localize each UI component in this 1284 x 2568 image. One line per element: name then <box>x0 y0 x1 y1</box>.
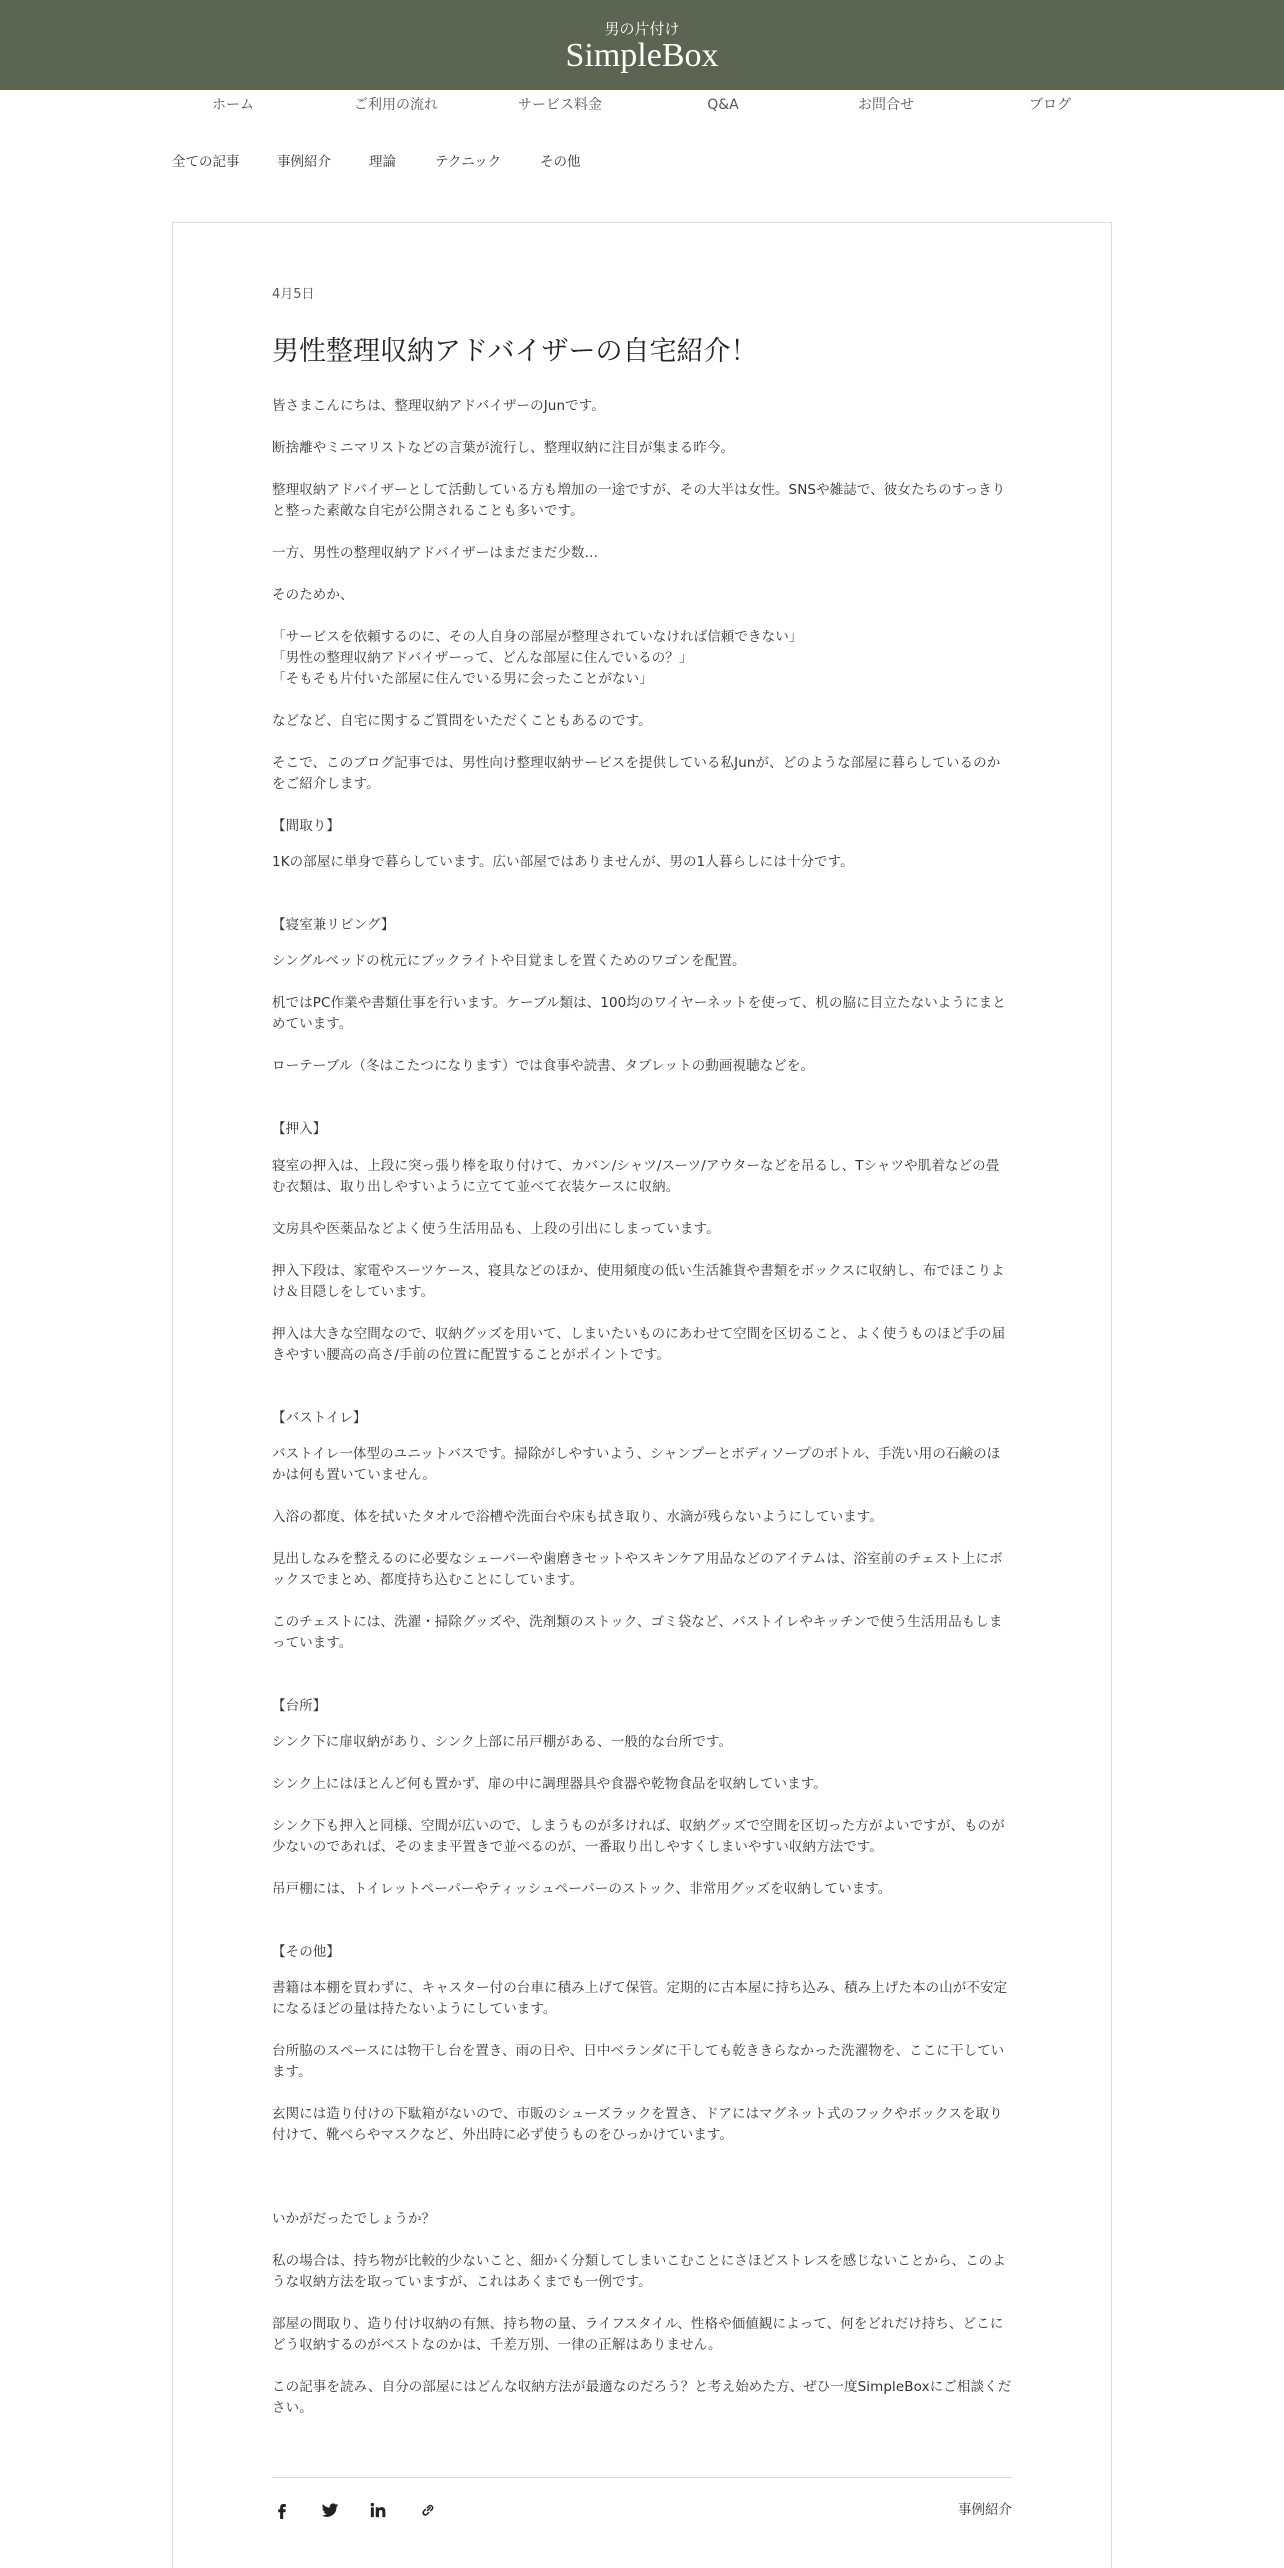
category-technique[interactable]: テクニック <box>435 154 502 170</box>
post-paragraph: 玄関には造り付けの下駄箱がないので、市販のシューズラックを置き、ドアにはマグネット式のフックやボックスを取り付けて、靴べらやマスクなど、外出時に必ず使うものをひっかけています。 <box>272 2106 1003 2143</box>
post-paragraph: 一方、男性の整理収納アドバイザーはまだまだ少数… <box>272 545 599 561</box>
post-paragraph: 押入は大きな空間なので、収納グッズを用いて、しまいたいものにあわせて空間を区切ること、よく使うものほど手の届きやすい腰高の高さ/手前の位置に配置することがポイントです。 <box>272 1326 1006 1363</box>
post-title: 男性整理収納アドバイザーの自宅紹介！ <box>272 336 758 367</box>
post-paragraph: 書籍は本棚を買わずに、キャスター付の台車に積み上げて保管。定期的に古本屋に持ち込み、積み上げた本の山が不安定になるほどの量は持たないようにしています。 <box>272 1980 1008 2017</box>
post-paragraph: 皆さまこんにちは、整理収納アドバイザーのJunです。 <box>272 398 605 414</box>
nav-flow[interactable]: ご利用の流れ <box>354 97 438 113</box>
link-icon[interactable] <box>418 2500 438 2520</box>
category-theory[interactable]: 理論 <box>369 154 396 170</box>
post-paragraph: 断捨離やミニマリストなどの言葉が流行し、整理収納に注目が集まる昨今。 <box>272 440 735 456</box>
post-paragraph: このチェストには、洗濯・掃除グッズや、洗剤類のストック、ゴミ袋など、バストイレやキッチンで使う生活用品もしまっています。 <box>272 1614 1003 1651</box>
facebook-icon[interactable] <box>272 2500 292 2520</box>
post-paragraph: シングルベッドの枕元にブックライトや目覚ましを置くためのワゴンを配置。 <box>272 953 746 969</box>
post-paragraph: シンク下に扉収納があり、シンク上部に吊戸棚がある、一般的な台所です。 <box>272 1734 733 1750</box>
section-heading: 【寝室兼リビング】 <box>272 917 395 933</box>
post-paragraph: ローテーブル（冬はこたつになります）では食事や読書、タブレットの動画視聴などを。 <box>272 1058 815 1074</box>
post-paragraph: 私の場合は、持ち物が比較的少ないこと、細かく分類してしまいこむことにさほどストレスを感じないことから、このような収納方法を取っていますが、これはあくまでも一例です。 <box>272 2253 1006 2290</box>
site-tagline: 男の片付け <box>604 20 680 38</box>
nav-home[interactable]: ホーム <box>212 97 254 113</box>
nav-pricing[interactable]: サービス料金 <box>518 97 602 113</box>
post-paragraph: そのためか、 <box>272 587 354 603</box>
site-header <box>0 0 1284 90</box>
linkedin-icon[interactable] <box>368 2500 388 2520</box>
post-paragraph: この記事を読み、自分の部屋にはどんな収納方法が最適なのだろう？と考え始めた方、ぜひ一度SimpleBoxにご相談ください。 <box>272 2379 1012 2416</box>
post-paragraph: などなど、自宅に関するご質問をいただくこともあるのです。 <box>272 713 652 729</box>
section-heading: 【その他】 <box>272 1944 340 1960</box>
post-category-link[interactable]: 事例紹介 <box>958 2502 1012 2518</box>
post-footer-divider <box>272 2477 1012 2478</box>
section-heading: 【バストイレ】 <box>272 1410 367 1426</box>
section-heading: 【間取り】 <box>272 818 340 834</box>
nav-qa[interactable]: Q&A <box>707 97 739 113</box>
post-paragraph: いかがだったでしょうか？ <box>272 2211 436 2227</box>
post-paragraph: バストイレ一体型のユニットバスです。掃除がしやすいよう、シャンプーとボディソープのボトル、手洗い用の石鹸のほかは何も置いていません。 <box>272 1446 1001 1483</box>
post-paragraph: 「サービスを依頼するのに、その人自身の部屋が整理されていなければ信頼できない」 「男性の整理収納アドバイザーって、どんな部屋に住んでいるの？」 「そもそも片付いた部屋に住んでいる男に会ったことがない」 <box>272 629 803 687</box>
post-paragraph: 机ではPC作業や書類仕事を行います。ケーブル類は、100均のワイヤーネットを使って、机の脇に目立たないようにまとめています。 <box>272 995 1006 1032</box>
post-date: 4月5日 <box>272 287 315 302</box>
post-paragraph: 吊戸棚には、トイレットペーパーやティッシュペーパーのストック、非常用グッズを収納しています。 <box>272 1881 892 1897</box>
nav-contact[interactable]: お問合せ <box>858 97 914 113</box>
post-paragraph: シンク下も押入と同様、空間が広いので、しまうものが多ければ、収納グッズで空間を区切った方がよいですが、ものが少ないのであれば、そのまま平置きで並べるのが、一番取り出しやすくしまいやすい収納方法です。 <box>272 1818 1005 1855</box>
site-logo[interactable]: SimpleBox <box>565 37 719 74</box>
post-paragraph: 見出しなみを整えるのに必要なシェーバーや歯磨きセットやスキンケア用品などのアイテムは、浴室前のチェスト上にボックスでまとめ、都度持ち込むことにしています。 <box>272 1551 1003 1588</box>
post-paragraph: 部屋の間取り、造り付け収納の有無、持ち物の量、ライフスタイル、性格や価値観によって、何をどれだけ持ち、どこにどう収納するのがベストなのかは、千差万別、一律の正解はありません。 <box>272 2316 1004 2353</box>
post-paragraph: シンク上にはほとんど何も置かず、扉の中に調理器具や食器や乾物食品を収納しています。 <box>272 1776 827 1792</box>
post-paragraph: 寝室の押入は、上段に突っ張り棒を取り付けて、カバン/シャツ/スーツ/アウターなどを吊るし、Tシャツや肌着などの畳む衣類は、取り出しやすいように立てて並べて衣装ケースに収納。 <box>272 1158 1000 1195</box>
section-heading: 【押入】 <box>272 1121 327 1137</box>
twitter-icon[interactable] <box>320 2500 340 2520</box>
category-cases[interactable]: 事例紹介 <box>277 154 331 170</box>
section-heading: 【台所】 <box>272 1698 327 1714</box>
category-other[interactable]: その他 <box>540 154 581 170</box>
post-paragraph: 入浴の都度、体を拭いたタオルで浴槽や洗面台や床も拭き取り、水滴が残らないようにしています。 <box>272 1509 883 1525</box>
post-paragraph: そこで、このブログ記事では、男性向け整理収納サービスを提供している私Junが、どのような部屋に暮らしているのかをご紹介します。 <box>272 755 1001 792</box>
nav-blog[interactable]: ブログ <box>1029 97 1071 113</box>
post-paragraph: 1Kの部屋に単身で暮らしています。広い部屋ではありませんが、男の1人暮らしには十分です。 <box>272 854 854 870</box>
post-paragraph: 台所脇のスペースには物干し台を置き、雨の日や、日中ベランダに干しても乾ききらなかった洗濯物を、ここに干しています。 <box>272 2043 1005 2080</box>
post-paragraph: 押入下段は、家電やスーツケース、寝具などのほか、使用頻度の低い生活雑貨や書類をボックスに収納し、布でほこりよけ＆目隠しをしています。 <box>272 1263 1005 1300</box>
post-paragraph: 整理収納アドバイザーとして活動している方も増加の一途ですが、その大半は女性。SNSや雑誌で、彼女たちのすっきりと整った素敵な自宅が公開されることも多いです。 <box>272 482 1006 519</box>
category-all[interactable]: 全ての記事 <box>172 154 240 170</box>
post-paragraph: 文房具や医薬品などよく使う生活用品も、上段の引出にしまっています。 <box>272 1221 720 1237</box>
